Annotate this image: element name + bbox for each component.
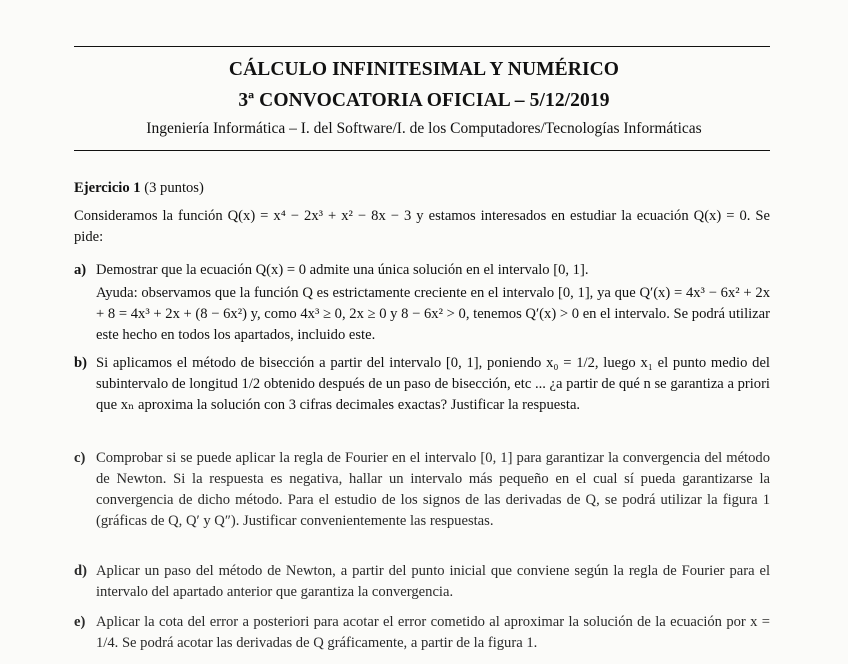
item-label: d): [74, 563, 87, 579]
item-label: e): [74, 614, 86, 630]
item-label: c): [74, 450, 86, 466]
item-d: [74, 561, 770, 603]
item-label: a): [74, 262, 87, 278]
item-e: [74, 612, 770, 654]
exam-title: 3ª CONVOCATORIA OFICIAL – 5/12/2019: [238, 90, 610, 111]
bottom-rule: [74, 150, 770, 151]
item-c: [74, 448, 770, 532]
item-text: Demostrar que la ecuación Q(x) = 0 admite una única solución en el intervalo [0, 1].: [96, 262, 589, 278]
item-hint: Ayuda: observamos que la función Q es estrictamente creciente en el intervalo [0, 1], ya que Q′(x) = 4x³ − 6x² + 2x + 8 = 4x³ + 2x + (8 − 6x²) y, como 4x³ ≥ 0, 2x ≥ 0 y 8 − 6x² > 0, tenemos Q′(x) > 0 en el intervalo. Se podrá utilizar este hecho en todos los apartados, incluido este.: [96, 285, 770, 343]
item-label: b): [74, 355, 87, 371]
exercise-intro: Consideramos la función Q(x) = x⁴ − 2x³ + x² − 8x − 3 y estamos interesados en estudiar la ecuación Q(x) = 0. Se pide:: [74, 208, 770, 245]
degree-subtitle: Ingeniería Informática – I. del Software/I. de los Computadores/Tecnologías Informáticas: [146, 120, 702, 137]
exercise-title: Ejercicio 1: [74, 180, 141, 196]
item-b: [74, 353, 770, 416]
top-rule: [74, 46, 770, 47]
item-text: Si aplicamos el método de bisección a partir del intervalo [0, 1], poniendo x₀ = 1/2, luego x₁ el punto medio del subintervalo de longitud 1/2 obtenido después de un paso de bisección, etc ... ¿a partir de qué n se garantiza a priori que xₙ aproxima la solución con 3 cifras decimales exactas? Justificar la respuesta.: [96, 355, 770, 413]
item-text: Aplicar la cota del error a posteriori para acotar el error cometido al aproximar la solución de la ecuación por x = 1/4. Se podrá acotar las derivadas de Q gráficamente, a partir de la figura 1.: [96, 614, 770, 651]
item-a: [74, 260, 770, 346]
course-title: CÁLCULO INFINITESIMAL Y NUMÉRICO: [228, 59, 620, 80]
exercise-points: (3 puntos): [144, 180, 204, 196]
item-text: Aplicar un paso del método de Newton, a partir del punto inicial que conviene según la regla de Fourier para el intervalo del apartado anterior que garantiza la convergencia.: [96, 563, 770, 600]
item-text: Comprobar si se puede aplicar la regla de Fourier en el intervalo [0, 1] para garantizar la convergencia del método de Newton. Si la respuesta es negativa, hallar un intervalo más pequeño en el cual sí pueda garantizarse la convergencia de dicho método. Para el estudio de los signos de las derivadas de Q, se podrá utilizar la figura 1 (gráficas de Q, Q′ y Q″). Justificar convenientemente las respuestas.: [96, 450, 770, 529]
exercise-heading: [74, 178, 204, 199]
